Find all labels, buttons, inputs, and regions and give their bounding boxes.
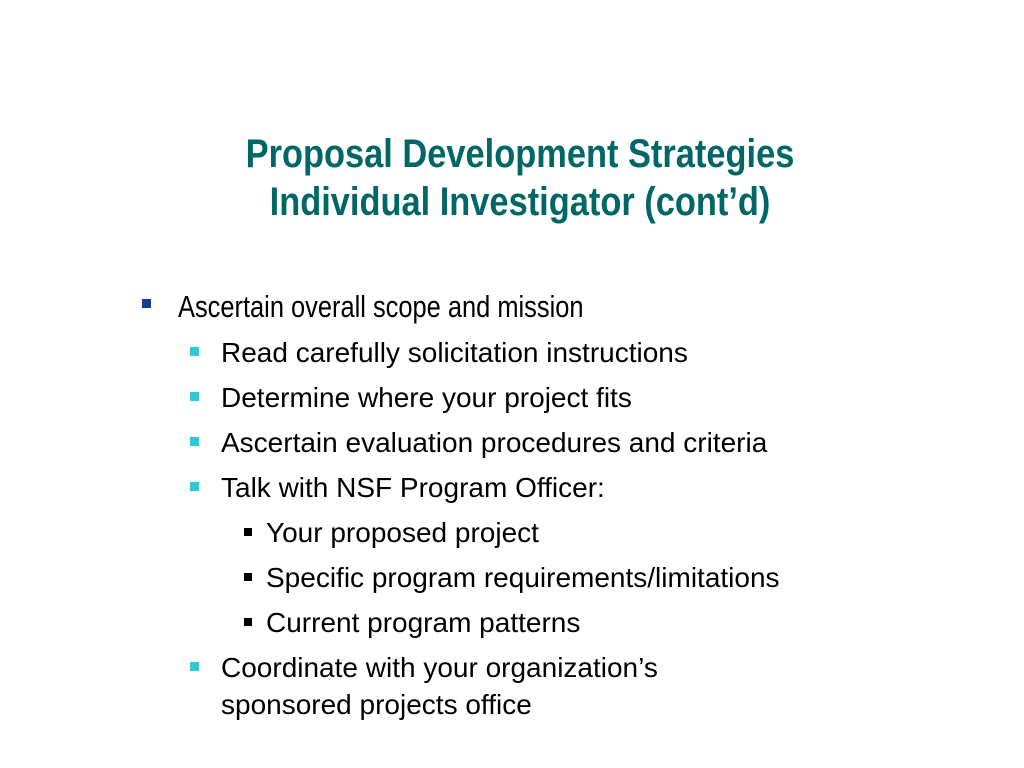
- bullet-text: Ascertain evaluation procedures and criteria: [221, 427, 768, 458]
- square-bullet-icon: [244, 528, 252, 536]
- bullet-text: Specific program requirements/limitations: [266, 562, 780, 593]
- square-bullet-icon: [190, 482, 199, 491]
- bullet-text: sponsored projects office: [221, 689, 532, 720]
- square-bullet-icon: [244, 573, 252, 581]
- square-bullet-icon: [190, 347, 199, 356]
- bullet-text: Your proposed project: [266, 517, 539, 548]
- title-line-1: Proposal Development Strategies: [245, 132, 795, 176]
- title-line-2: Individual Investigator (cont’d): [269, 180, 771, 224]
- bullet-text: Determine where your project fits: [221, 382, 632, 413]
- bullet-text: Read carefully solicitation instructions: [221, 337, 688, 368]
- square-bullet-icon: [190, 392, 199, 401]
- bullet-text: Ascertain overall scope and mission: [178, 289, 584, 324]
- slide-title: [176, 130, 864, 226]
- bullet-text: Coordinate with your organization’s: [221, 652, 658, 683]
- square-bullet-icon: [142, 299, 151, 308]
- square-bullet-icon: [244, 618, 252, 626]
- bullet-text: Talk with NSF Program Officer:: [221, 472, 605, 503]
- bullet-text: Current program patterns: [266, 607, 581, 638]
- square-bullet-icon: [190, 437, 199, 446]
- square-bullet-icon: [190, 662, 199, 671]
